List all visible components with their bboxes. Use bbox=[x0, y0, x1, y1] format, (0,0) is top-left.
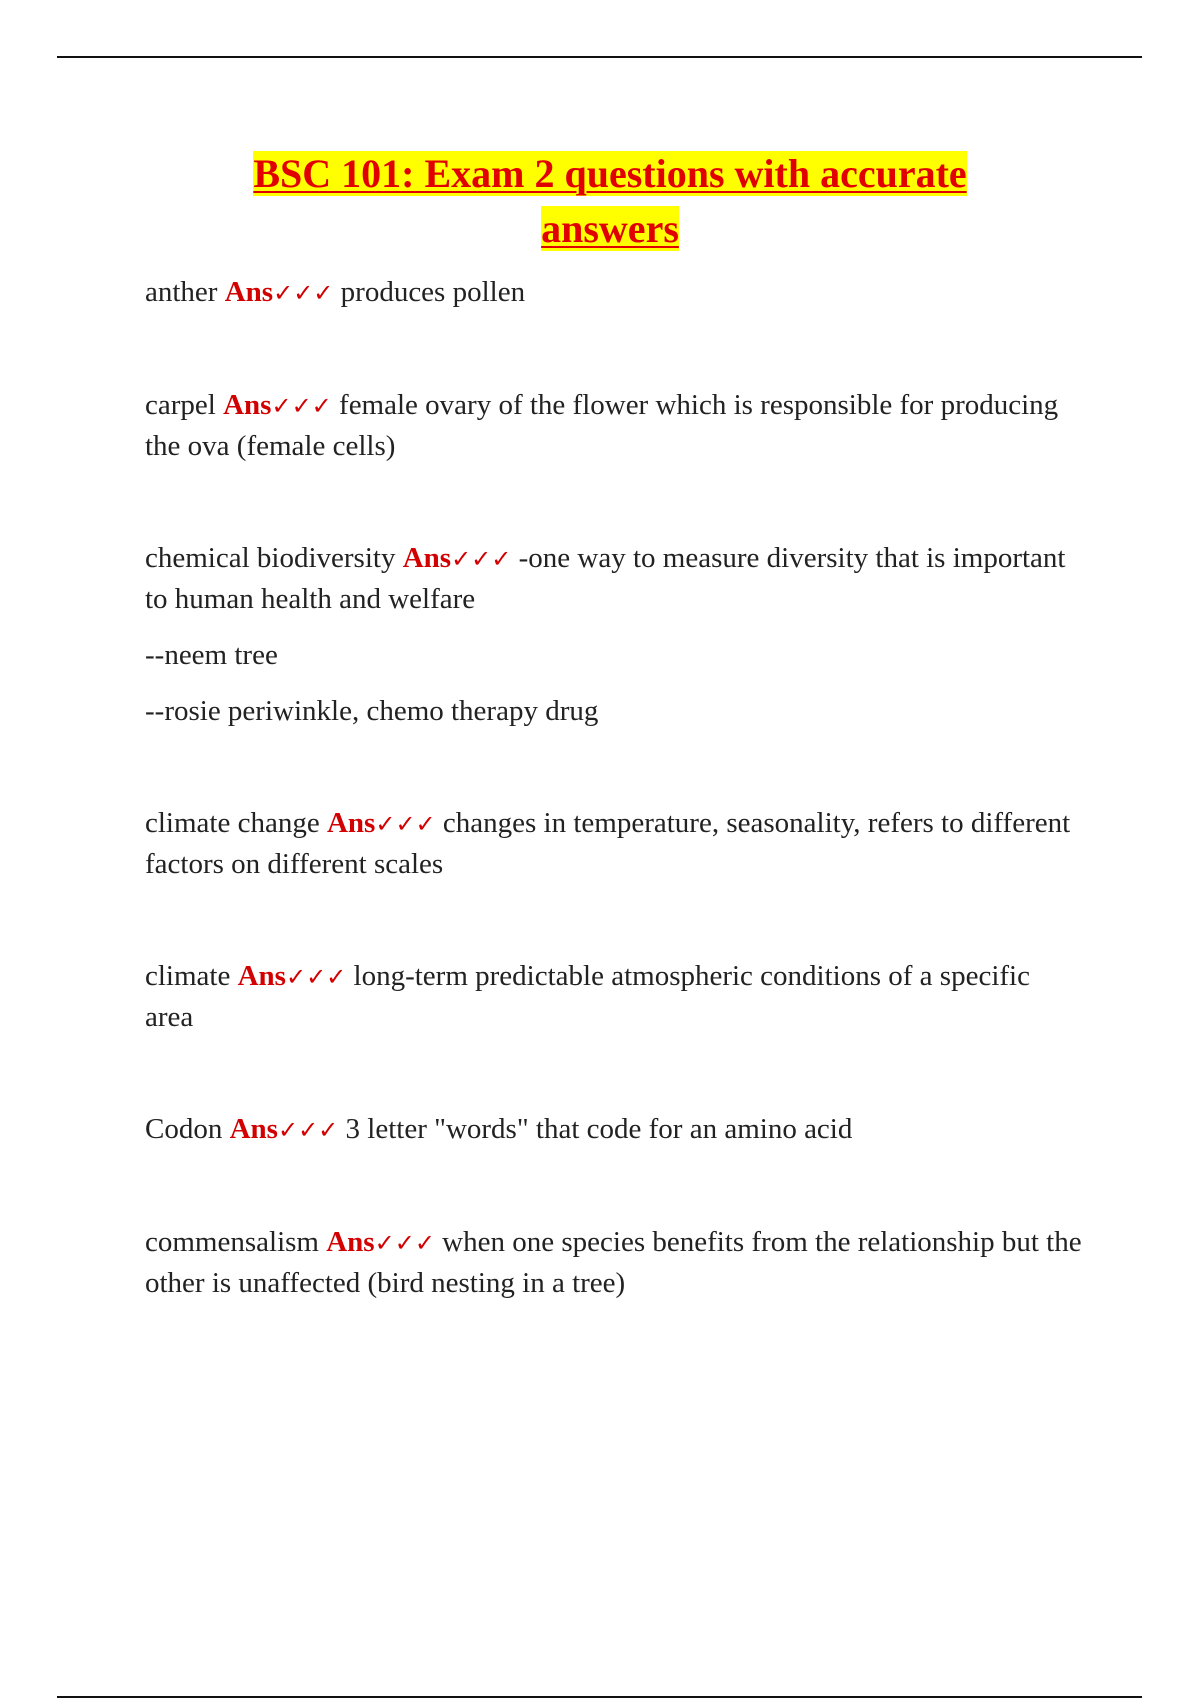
sub-item: --neem tree bbox=[145, 639, 278, 671]
qa-line bbox=[145, 1222, 1085, 1303]
title-line-1: BSC 101: Exam 2 questions with accurate bbox=[253, 151, 967, 196]
term: commensalism bbox=[145, 1226, 319, 1258]
checkmark-icon: ✓✓✓ bbox=[374, 1229, 435, 1257]
qa-line bbox=[145, 1109, 1085, 1150]
definition: female ovary of the flower which is responsible for producing the ova (female cells) bbox=[145, 389, 1059, 462]
top-rule bbox=[57, 56, 1142, 58]
qa-entry-carpel bbox=[145, 385, 1085, 466]
term: carpel bbox=[145, 389, 216, 421]
qa-entry-commensalism bbox=[145, 1222, 1085, 1303]
qa-list bbox=[145, 272, 1085, 1375]
sub-item: --rosie periwinkle, chemo therapy drug bbox=[145, 695, 599, 727]
ans-label: Ans bbox=[326, 807, 376, 839]
qa-line bbox=[145, 803, 1085, 884]
term: Codon bbox=[145, 1113, 223, 1145]
qa-line bbox=[145, 272, 1085, 313]
ans-label: Ans bbox=[326, 1226, 375, 1258]
checkmark-icon: ✓✓✓ bbox=[273, 279, 334, 307]
title-line-2: answers bbox=[541, 206, 679, 251]
term: chemical biodiversity bbox=[145, 542, 396, 574]
checkmark-icon: ✓✓✓ bbox=[285, 963, 347, 991]
definition: long-term predictable atmospheric conditions of a specific area bbox=[145, 960, 1030, 1033]
term: anther bbox=[145, 276, 218, 308]
qa-line bbox=[145, 956, 1085, 1037]
definition: produces pollen bbox=[340, 276, 526, 308]
qa-entry-climate-change bbox=[145, 803, 1085, 884]
qa-entry-anther bbox=[145, 272, 1085, 313]
document-title bbox=[160, 146, 1060, 256]
term: climate bbox=[145, 960, 231, 992]
checkmark-icon: ✓✓✓ bbox=[271, 392, 332, 420]
ans-label: Ans bbox=[237, 960, 286, 992]
definition: when one species benefits from the relationship but the other is unaffected (bird nesting in a tree) bbox=[145, 1226, 1082, 1299]
ans-label: Ans bbox=[224, 276, 274, 308]
definition: 3 letter "words" that code for an amino acid bbox=[345, 1113, 853, 1145]
term: climate change bbox=[145, 807, 320, 839]
checkmark-icon: ✓✓✓ bbox=[451, 545, 512, 573]
definition: -one way to measure diversity that is important to human health and welfare bbox=[145, 542, 1066, 615]
checkmark-icon: ✓✓✓ bbox=[375, 810, 436, 838]
ans-label: Ans bbox=[402, 542, 452, 574]
ans-label: Ans bbox=[229, 1113, 278, 1145]
ans-label: Ans bbox=[223, 389, 272, 421]
qa-entry-climate bbox=[145, 956, 1085, 1037]
qa-entry-chemical-biodiversity bbox=[145, 538, 1085, 731]
definition: changes in temperature, seasonality, refers to different factors on different scales bbox=[145, 807, 1071, 880]
checkmark-icon: ✓✓✓ bbox=[277, 1116, 339, 1144]
bottom-rule bbox=[57, 1696, 1142, 1698]
qa-line bbox=[145, 538, 1085, 619]
qa-entry-codon bbox=[145, 1109, 1085, 1150]
qa-line bbox=[145, 385, 1085, 466]
